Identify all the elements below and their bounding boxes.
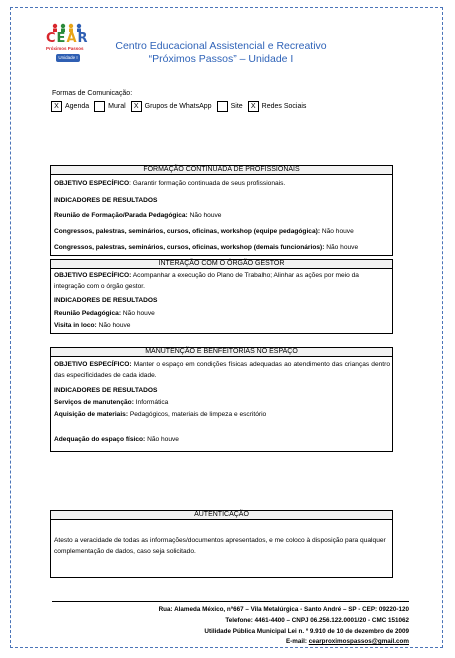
- communication-label: Formas de Comunicação:: [52, 90, 133, 97]
- footer-email: E-mail: cearproximospassos@gmail.com: [285, 638, 409, 645]
- checkbox-label: Agenda: [65, 103, 90, 110]
- footer-phone: Telefone: 4461-4400 – CNPJ 06.256.122.0001/20 - CMC 151062: [225, 617, 409, 624]
- checkbox-site[interactable]: [217, 101, 228, 112]
- section-heading-autenticacao: AUTENTICAÇÃO: [50, 510, 393, 520]
- logo-subtitle: Próximos Passos: [46, 46, 84, 51]
- indicadores-heading: INDICADORES DE RESULTADOS: [54, 387, 158, 394]
- indicator-row: Congressos, palestras, seminários, cursos, oficinas, workshop (demais funcionários): Não houve: [54, 244, 359, 251]
- indicator-row: Aquisição de materiais: Pedagógicos, materiais de limpeza e escritório: [54, 411, 267, 418]
- objetivo-interacao: OBJETIVO ESPECÍFICO: Acompanhar a execução do Plano de Trabalho; Alinhar as ações por meio da integração com o órgão gestor.: [54, 272, 359, 290]
- section-heading-manutencao: MANUTENÇÃO E BENFEITORIAS NO ESPAÇO: [50, 347, 393, 357]
- logo-badge: Unidade I: [56, 54, 80, 62]
- title-line-1: Centro Educacional Assistencial e Recreativo: [115, 40, 327, 52]
- checkbox-label: Mural: [108, 103, 126, 110]
- footer-address: Rua: Alameda México, nº667 – Vila Metalúrgica - Santo André – SP - CEP: 09220-120: [158, 606, 409, 613]
- checkbox-redes-sociais[interactable]: X: [248, 101, 259, 112]
- title-line-2: “Próximos Passos” – Unidade I: [148, 53, 294, 65]
- indicator-row: Serviços de manutenção: Informática: [54, 399, 169, 406]
- indicator-row: Reunião Pedagógica: Não houve: [54, 310, 155, 317]
- section-heading-interacao: INTERAÇÃO COM O ÓRGÃO GESTOR: [50, 259, 393, 269]
- indicadores-heading: INDICADORES DE RESULTADOS: [54, 297, 158, 304]
- logo-letters: CEAR: [46, 31, 89, 46]
- header-title: [96, 40, 346, 66]
- checkbox-label: Site: [230, 103, 243, 110]
- email-link[interactable]: cearproximospassos@gmail.com: [308, 638, 409, 645]
- indicator-row: Visita in loco: Não houve: [54, 322, 131, 329]
- indicator-row: Adequação do espaço físico: Não houve: [54, 436, 179, 443]
- footer-utilidade: Utilidade Pública Municipal Lei n. º 9.910 de 10 de dezembro de 2009: [204, 628, 409, 635]
- objetivo-formacao: OBJETIVO ESPECÍFICO: Garantir formação continuada de seus profissionais.: [54, 180, 286, 187]
- footer-divider: [52, 601, 409, 602]
- checkbox-agenda[interactable]: X: [51, 101, 62, 112]
- indicator-row: Congressos, palestras, seminários, cursos, oficinas, workshop (equipe pedagógica): Não houve: [54, 228, 354, 235]
- logo: [46, 23, 90, 67]
- section-heading-formacao: FORMAÇÃO CONTINUADA DE PROFISSIONAIS: [50, 165, 393, 175]
- objetivo-manutencao: OBJETIVO ESPECÍFICO: Manter o espaço em condições físicas adequadas ao atendimento das crianças dentro das especificidades de cada idade.: [54, 361, 390, 379]
- autenticacao-text: Atesto a veracidade de todas as informações/documentos apresentados, e me coloco à disposição para qualquer complementação de dados, caso seja solicitado.: [54, 537, 386, 555]
- checkbox-label: Redes Sociais: [261, 103, 307, 110]
- checkbox-whatsapp[interactable]: X: [131, 101, 142, 112]
- communication-options: [51, 101, 311, 112]
- checkbox-label: Grupos de WhatsApp: [144, 103, 212, 110]
- indicator-row: Reunião de Formação/Parada Pedagógica: Não houve: [54, 212, 222, 219]
- indicadores-heading: INDICADORES DE RESULTADOS: [54, 197, 158, 204]
- checkbox-mural[interactable]: [94, 101, 105, 112]
